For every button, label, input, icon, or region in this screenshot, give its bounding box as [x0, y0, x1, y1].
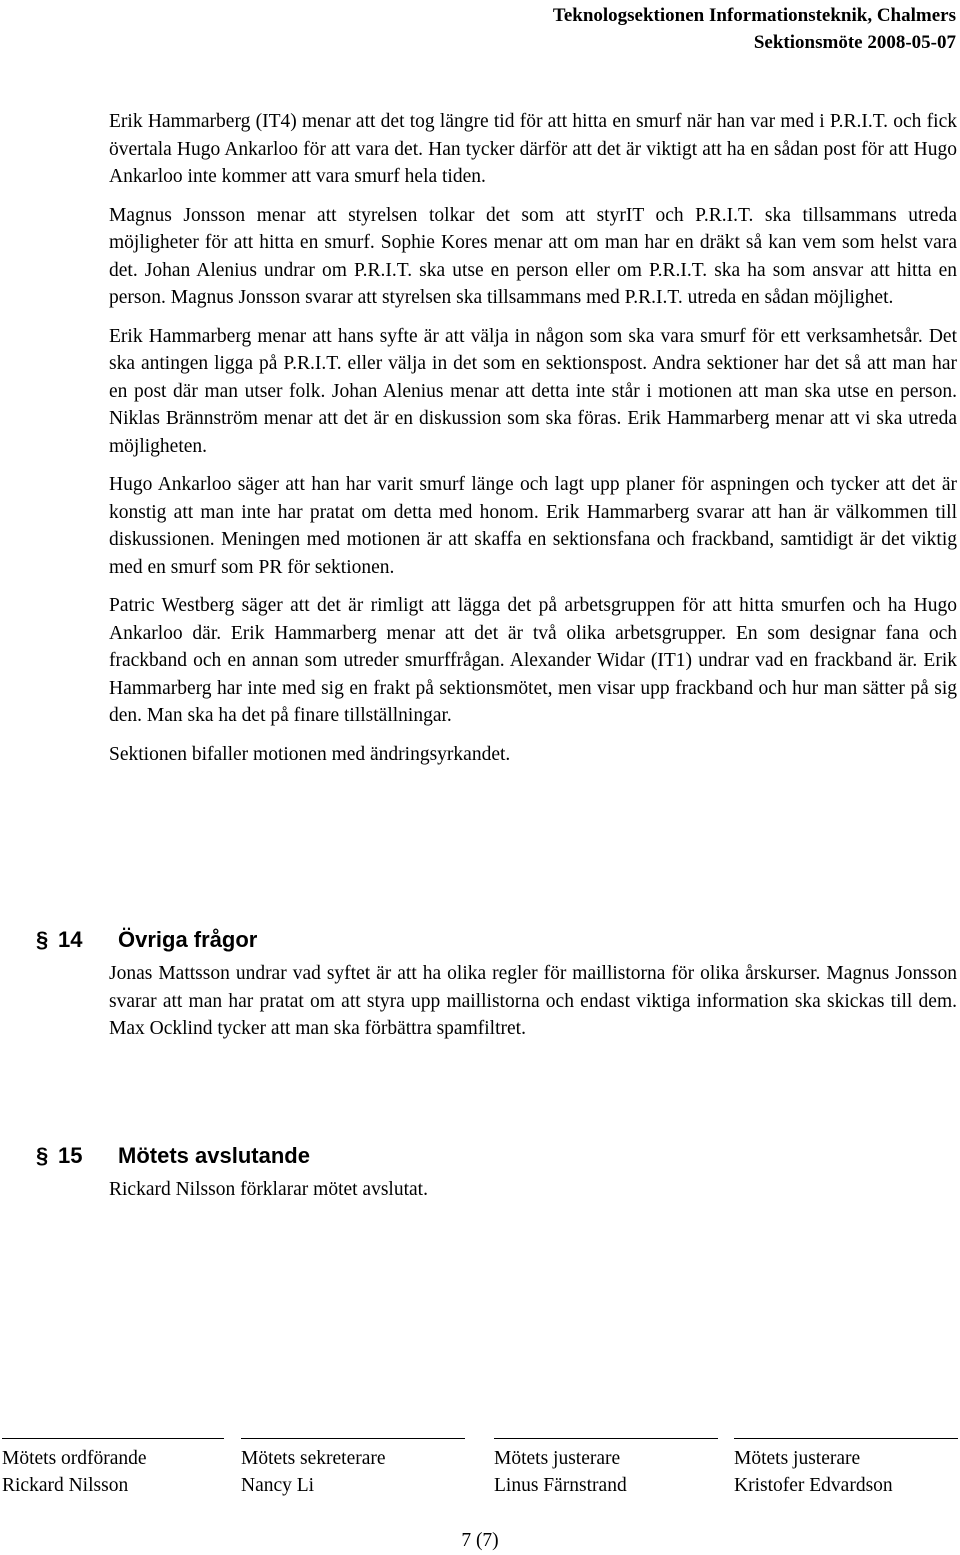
signature-line [2, 1438, 224, 1445]
paragraph: Hugo Ankarloo säger att han har varit smurf länge och lagt upp planer för aspningen och tycker att det är konstig att man inte har pratat om detta med honom. Erik Hammarberg svarar att han är välkommen till diskussionen. Meningen med motionen är att skaffa en sektionsfana och frackband, samtidigt är det viktig med en smurf som PR för sektionen. [109, 474, 957, 578]
signature-role: Mötets sekreterare [241, 1448, 386, 1469]
signature-block [0, 1438, 960, 1508]
signature-secretary [241, 1438, 465, 1499]
section-symbol: § [36, 1143, 49, 1168]
section-15 [0, 1136, 960, 1215]
signature-name: Nancy Li [241, 1475, 315, 1496]
paragraph: Sektionen bifaller motionen med ändringsyrkandet. [109, 743, 511, 765]
signature-line [241, 1438, 465, 1445]
signature-role: Mötets ordförande [2, 1448, 147, 1469]
section-title: Mötets avslutande [118, 1143, 310, 1168]
signature-line [494, 1438, 718, 1445]
section-text: Jonas Mattsson undrar vad syftet är att ha olika regler för maillistorna för olika årskurser. Magnus Jonsson svarar att man har pratat om att styra upp maillistorna och endast viktiga information ska skickas till dem. Max Ocklind tycker att man ska förbättra spamfiltret. [109, 963, 957, 1039]
section-text: Rickard Nilsson förklarar mötet avslutat. [109, 1179, 428, 1200]
section-symbol: § [36, 927, 49, 952]
page-header [553, 2, 956, 56]
header-meeting-date: Sektionsmöte 2008-05-07 [753, 32, 956, 53]
header-organization: Teknologsektionen Informationsteknik, Chalmers [552, 5, 956, 26]
section-number: 15 [58, 1143, 83, 1168]
section-heading [0, 1136, 960, 1176]
paragraph: Patric Westberg säger att det är rimligt att lägga det på arbetsgruppen för att hitta smurfen och ha Hugo Ankarloo där. Erik Hammarberg menar att det är två olika arbetsgrupper. En som designar fana och frackband och en annan som utreder smurffrågan. Alexander Widar (IT1) undrar vad en frackband är. Erik Hammarberg har inte med sig en frakt på sektionsmötet, men visar upp frackband och hur man sätter på sig den. Man ska ha det på finare tillställningar. [109, 595, 957, 726]
paragraph: Magnus Jonsson menar att styrelsen tolkar det som att styrIT och P.R.I.T. ska tillsammans utreda möjligheter för att hitta en smurf. Sophie Kores menar att om man har en dräkt så kan vem som helst vara det. Johan Alenius undrar om P.R.I.T. ska utse en person eller om P.R.I.T. ska ha som ansvar att hitta en person. Magnus Jonsson svarar att styrelsen ska tillsammans med P.R.I.T. utreda en sådan möjlighet. [109, 204, 957, 308]
signature-role: Mötets justerare [734, 1448, 861, 1469]
signature-chair [2, 1438, 224, 1499]
signature-adjuster-2 [734, 1438, 958, 1499]
paragraph: Erik Hammarberg menar att hans syfte är att välja in någon som ska vara smurf för ett verksamhetsår. Det ska antingen ligga på P.R.I.T. eller välja in det som en sektionspost. Andra sektioner har det så att man har en post där man utser folk. Johan Alenius menar att detta inte står i motionen att man ska utse en person. Niklas Brännström menar att det är en diskussion som ska föras. Erik Hammarberg menar att vi ska utreda möjligheten. [109, 325, 957, 457]
signature-name: Linus Färnstrand [494, 1475, 627, 1496]
page-number: 7 (7) [461, 1530, 499, 1551]
signature-name: Rickard Nilsson [2, 1475, 129, 1496]
signature-name: Kristofer Edvardson [734, 1475, 893, 1496]
signature-line [734, 1438, 958, 1445]
minutes-body [109, 108, 957, 779]
section-14 [0, 920, 960, 1054]
section-heading [0, 920, 960, 960]
signature-adjuster-1 [494, 1438, 718, 1499]
paragraph: Erik Hammarberg (IT4) menar att det tog längre tid för att hitta en smurf när han var med i P.R.I.T. och fick övertala Hugo Ankarloo för att vara det. Han tycker därför att det är viktigt att ha en sådan post för att Hugo Ankarloo inte kommer att vara smurf hela tiden. [109, 111, 957, 187]
section-number: 14 [58, 927, 83, 952]
signature-role: Mötets justerare [494, 1448, 621, 1469]
section-title: Övriga frågor [118, 927, 258, 952]
